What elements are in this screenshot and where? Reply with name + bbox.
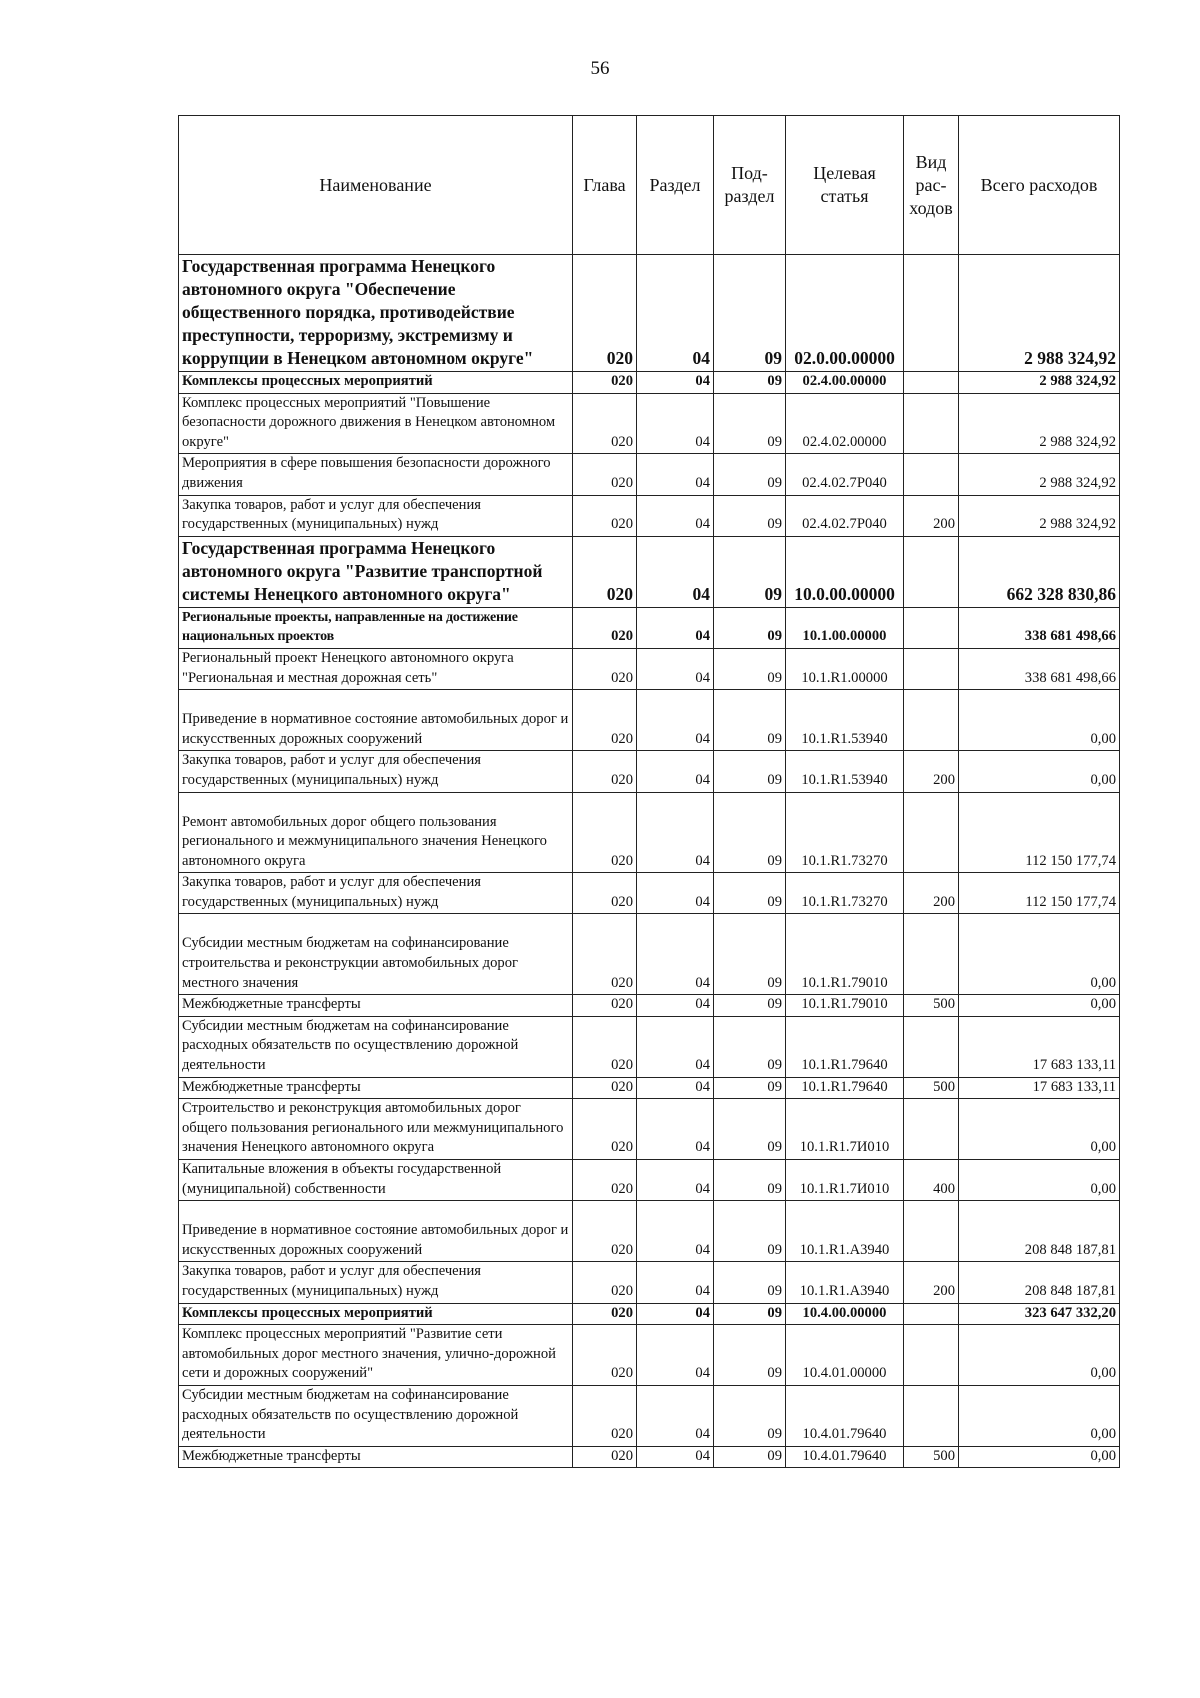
row-razdel: 04 [637, 1077, 714, 1099]
table-row [179, 255, 1120, 372]
row-razdel: 04 [637, 751, 714, 792]
row-razdel: 04 [637, 792, 714, 873]
row-glava: 020 [573, 751, 637, 792]
row-target: 10.1.R1.7И010 [786, 1099, 904, 1160]
row-glava: 020 [573, 648, 637, 689]
row-total: 0,00 [959, 1160, 1120, 1201]
row-vid [904, 454, 959, 495]
col-header-razdel: Раздел [637, 116, 714, 255]
row-glava: 020 [573, 1325, 637, 1386]
row-razdel: 04 [637, 1325, 714, 1386]
row-vid [904, 393, 959, 454]
row-podrazdel: 09 [714, 1446, 786, 1468]
row-vid [904, 372, 959, 394]
row-target: 10.4.01.79640 [786, 1385, 904, 1446]
table-row [179, 1262, 1120, 1303]
row-target: 02.4.02.7Р040 [786, 454, 904, 495]
budget-table [178, 115, 1120, 1468]
row-glava: 020 [573, 393, 637, 454]
row-name: Комплекс процессных мероприятий "Повышение безопасности дорожного движения в Ненецком автономном округе" [179, 393, 573, 454]
row-vid [904, 690, 959, 751]
row-name: Субсидии местным бюджетам на софинансирование расходных обязательств по осуществлению дорожной деятельности [179, 1385, 573, 1446]
row-target: 02.4.02.7Р040 [786, 495, 904, 536]
row-podrazdel: 09 [714, 1201, 786, 1262]
row-total: 0,00 [959, 690, 1120, 751]
row-podrazdel: 09 [714, 792, 786, 873]
col-header-total: Всего расходов [959, 116, 1120, 255]
row-target: 02.4.00.00000 [786, 372, 904, 394]
row-target: 10.1.R1.53940 [786, 690, 904, 751]
row-total: 2 988 324,92 [959, 454, 1120, 495]
row-name: Ремонт автомобильных дорог общего пользования регионального и межмуниципального значения Ненецкого автономного округа [179, 792, 573, 873]
row-glava: 020 [573, 1446, 637, 1468]
row-total: 112 150 177,74 [959, 873, 1120, 914]
row-target: 02.4.02.00000 [786, 393, 904, 454]
row-glava: 020 [573, 372, 637, 394]
row-vid: 500 [904, 1077, 959, 1099]
row-target: 10.1.R1.73270 [786, 873, 904, 914]
row-razdel: 04 [637, 255, 714, 372]
row-podrazdel: 09 [714, 1303, 786, 1325]
row-name: Государственная программа Ненецкого автономного округа "Обеспечение общественного порядка, противодействие преступности, терроризму, экстремизму и коррупции в Ненецком автономном округе" [179, 255, 573, 372]
col-header-name: Наименование [179, 116, 573, 255]
row-name: Межбюджетные трансферты [179, 1446, 573, 1468]
row-total: 112 150 177,74 [959, 792, 1120, 873]
table-row [179, 751, 1120, 792]
row-razdel: 04 [637, 914, 714, 995]
row-target: 10.1.R1.53940 [786, 751, 904, 792]
row-glava: 020 [573, 495, 637, 536]
row-podrazdel: 09 [714, 995, 786, 1017]
table-row [179, 690, 1120, 751]
row-razdel: 04 [637, 1099, 714, 1160]
row-name: Государственная программа Ненецкого автономного округа "Развитие транспортной системы Ненецкого автономного округа" [179, 536, 573, 607]
row-name: Комплексы процессных мероприятий [179, 372, 573, 394]
row-razdel: 04 [637, 1201, 714, 1262]
row-name: Региональные проекты, направленные на достижение национальных проектов [179, 607, 573, 648]
row-total: 0,00 [959, 751, 1120, 792]
row-podrazdel: 09 [714, 873, 786, 914]
row-vid [904, 792, 959, 873]
row-total: 17 683 133,11 [959, 1077, 1120, 1099]
row-total: 2 988 324,92 [959, 393, 1120, 454]
col-header-glava: Глава [573, 116, 637, 255]
row-total: 2 988 324,92 [959, 495, 1120, 536]
row-razdel: 04 [637, 1385, 714, 1446]
row-target: 10.4.00.00000 [786, 1303, 904, 1325]
row-name: Приведение в нормативное состояние автомобильных дорог и искусственных дорожных сооружений [179, 690, 573, 751]
row-target: 10.1.00.00000 [786, 607, 904, 648]
row-total: 0,00 [959, 1099, 1120, 1160]
row-razdel: 04 [637, 1303, 714, 1325]
row-vid: 200 [904, 1262, 959, 1303]
row-podrazdel: 09 [714, 648, 786, 689]
row-podrazdel: 09 [714, 536, 786, 607]
table-row [179, 914, 1120, 995]
table-row [179, 995, 1120, 1017]
row-vid: 200 [904, 873, 959, 914]
row-podrazdel: 09 [714, 1099, 786, 1160]
row-total: 0,00 [959, 1446, 1120, 1468]
row-razdel: 04 [637, 393, 714, 454]
row-target: 10.1.R1.79010 [786, 995, 904, 1017]
row-total: 208 848 187,81 [959, 1262, 1120, 1303]
row-podrazdel: 09 [714, 255, 786, 372]
row-razdel: 04 [637, 607, 714, 648]
row-glava: 020 [573, 1160, 637, 1201]
row-target: 10.1.R1.79010 [786, 914, 904, 995]
row-target: 10.1.R1.7И010 [786, 1160, 904, 1201]
table-row [179, 1325, 1120, 1386]
row-razdel: 04 [637, 1262, 714, 1303]
row-podrazdel: 09 [714, 607, 786, 648]
row-target: 10.1.R1.А3940 [786, 1201, 904, 1262]
row-name: Комплекс процессных мероприятий "Развитие сети автомобильных дорог местного значения, улично-дорожной сети и дорожных сооружений" [179, 1325, 573, 1386]
row-glava: 020 [573, 792, 637, 873]
row-total: 0,00 [959, 914, 1120, 995]
table-row [179, 1099, 1120, 1160]
row-glava: 020 [573, 1262, 637, 1303]
row-vid [904, 1385, 959, 1446]
row-vid [904, 648, 959, 689]
row-target: 10.1.R1.79640 [786, 1016, 904, 1077]
row-glava: 020 [573, 1099, 637, 1160]
row-total: 208 848 187,81 [959, 1201, 1120, 1262]
row-vid [904, 1303, 959, 1325]
row-glava: 020 [573, 1385, 637, 1446]
row-glava: 020 [573, 454, 637, 495]
row-vid: 500 [904, 995, 959, 1017]
table-row [179, 454, 1120, 495]
row-name: Строительство и реконструкция автомобильных дорог общего пользования регионального или межмуниципального значения Ненецкого автономного округа [179, 1099, 573, 1160]
row-podrazdel: 09 [714, 372, 786, 394]
row-vid: 400 [904, 1160, 959, 1201]
table-row [179, 393, 1120, 454]
row-name: Региональный проект Ненецкого автономного округа "Региональная и местная дорожная сеть" [179, 648, 573, 689]
row-target: 10.4.01.79640 [786, 1446, 904, 1468]
row-vid [904, 914, 959, 995]
table-row [179, 648, 1120, 689]
row-target: 10.4.01.00000 [786, 1325, 904, 1386]
row-target: 10.1.R1.А3940 [786, 1262, 904, 1303]
row-glava: 020 [573, 607, 637, 648]
row-glava: 020 [573, 536, 637, 607]
row-vid: 200 [904, 495, 959, 536]
row-total: 662 328 830,86 [959, 536, 1120, 607]
col-header-vid: Вид рас-ходов [904, 116, 959, 255]
row-razdel: 04 [637, 648, 714, 689]
row-razdel: 04 [637, 1160, 714, 1201]
row-name: Межбюджетные трансферты [179, 995, 573, 1017]
row-vid: 200 [904, 751, 959, 792]
row-glava: 020 [573, 1201, 637, 1262]
row-vid [904, 1016, 959, 1077]
row-name: Мероприятия в сфере повышения безопасности дорожного движения [179, 454, 573, 495]
row-name: Межбюджетные трансферты [179, 1077, 573, 1099]
row-total: 2 988 324,92 [959, 372, 1120, 394]
row-vid [904, 536, 959, 607]
col-header-podrazdel: Под-раздел [714, 116, 786, 255]
table-row [179, 873, 1120, 914]
table-row [179, 1201, 1120, 1262]
row-name: Приведение в нормативное состояние автомобильных дорог и искусственных дорожных сооружений [179, 1201, 573, 1262]
row-target: 10.1.R1.73270 [786, 792, 904, 873]
row-razdel: 04 [637, 372, 714, 394]
row-razdel: 04 [637, 495, 714, 536]
row-razdel: 04 [637, 995, 714, 1017]
row-name: Субсидии местным бюджетам на софинансирование строительства и реконструкции автомобильных дорог местного значения [179, 914, 573, 995]
row-razdel: 04 [637, 536, 714, 607]
row-podrazdel: 09 [714, 1016, 786, 1077]
table-row [179, 536, 1120, 607]
row-target: 10.1.R1.79640 [786, 1077, 904, 1099]
row-vid [904, 255, 959, 372]
row-glava: 020 [573, 255, 637, 372]
row-target: 10.0.00.00000 [786, 536, 904, 607]
row-glava: 020 [573, 873, 637, 914]
row-name: Закупка товаров, работ и услуг для обеспечения государственных (муниципальных) нужд [179, 495, 573, 536]
row-target: 02.0.00.00000 [786, 255, 904, 372]
row-podrazdel: 09 [714, 1385, 786, 1446]
row-glava: 020 [573, 1016, 637, 1077]
table-row [179, 1446, 1120, 1468]
table-header-row [179, 116, 1120, 255]
row-glava: 020 [573, 690, 637, 751]
row-razdel: 04 [637, 454, 714, 495]
row-glava: 020 [573, 914, 637, 995]
col-header-target: Целевая статья [786, 116, 904, 255]
row-podrazdel: 09 [714, 690, 786, 751]
row-name: Субсидии местным бюджетам на софинансирование расходных обязательств по осуществлению дорожной деятельности [179, 1016, 573, 1077]
table-row [179, 372, 1120, 394]
row-razdel: 04 [637, 690, 714, 751]
row-total: 338 681 498,66 [959, 648, 1120, 689]
row-total: 0,00 [959, 995, 1120, 1017]
row-total: 2 988 324,92 [959, 255, 1120, 372]
row-razdel: 04 [637, 1446, 714, 1468]
row-glava: 020 [573, 1077, 637, 1099]
row-name: Закупка товаров, работ и услуг для обеспечения государственных (муниципальных) нужд [179, 1262, 573, 1303]
row-name: Закупка товаров, работ и услуг для обеспечения государственных (муниципальных) нужд [179, 751, 573, 792]
row-podrazdel: 09 [714, 1262, 786, 1303]
table-row [179, 792, 1120, 873]
row-name: Закупка товаров, работ и услуг для обеспечения государственных (муниципальных) нужд [179, 873, 573, 914]
page-number: 56 [590, 58, 610, 79]
row-total: 0,00 [959, 1325, 1120, 1386]
row-total: 17 683 133,11 [959, 1016, 1120, 1077]
row-vid: 500 [904, 1446, 959, 1468]
row-razdel: 04 [637, 1016, 714, 1077]
row-vid [904, 1325, 959, 1386]
row-vid [904, 607, 959, 648]
row-podrazdel: 09 [714, 1325, 786, 1386]
row-podrazdel: 09 [714, 751, 786, 792]
row-total: 0,00 [959, 1385, 1120, 1446]
table-row [179, 1160, 1120, 1201]
row-total: 323 647 332,20 [959, 1303, 1120, 1325]
row-podrazdel: 09 [714, 1077, 786, 1099]
row-razdel: 04 [637, 873, 714, 914]
table-row [179, 495, 1120, 536]
row-target: 10.1.R1.00000 [786, 648, 904, 689]
row-podrazdel: 09 [714, 914, 786, 995]
row-total: 338 681 498,66 [959, 607, 1120, 648]
row-vid [904, 1201, 959, 1262]
row-name: Капитальные вложения в объекты государственной (муниципальной) собственности [179, 1160, 573, 1201]
row-podrazdel: 09 [714, 495, 786, 536]
row-vid [904, 1099, 959, 1160]
table-row [179, 1016, 1120, 1077]
row-glava: 020 [573, 1303, 637, 1325]
table-row [179, 1385, 1120, 1446]
table-row [179, 1077, 1120, 1099]
table-row [179, 1303, 1120, 1325]
row-podrazdel: 09 [714, 393, 786, 454]
table-row [179, 607, 1120, 648]
row-glava: 020 [573, 995, 637, 1017]
row-podrazdel: 09 [714, 454, 786, 495]
row-name: Комплексы процессных мероприятий [179, 1303, 573, 1325]
row-podrazdel: 09 [714, 1160, 786, 1201]
